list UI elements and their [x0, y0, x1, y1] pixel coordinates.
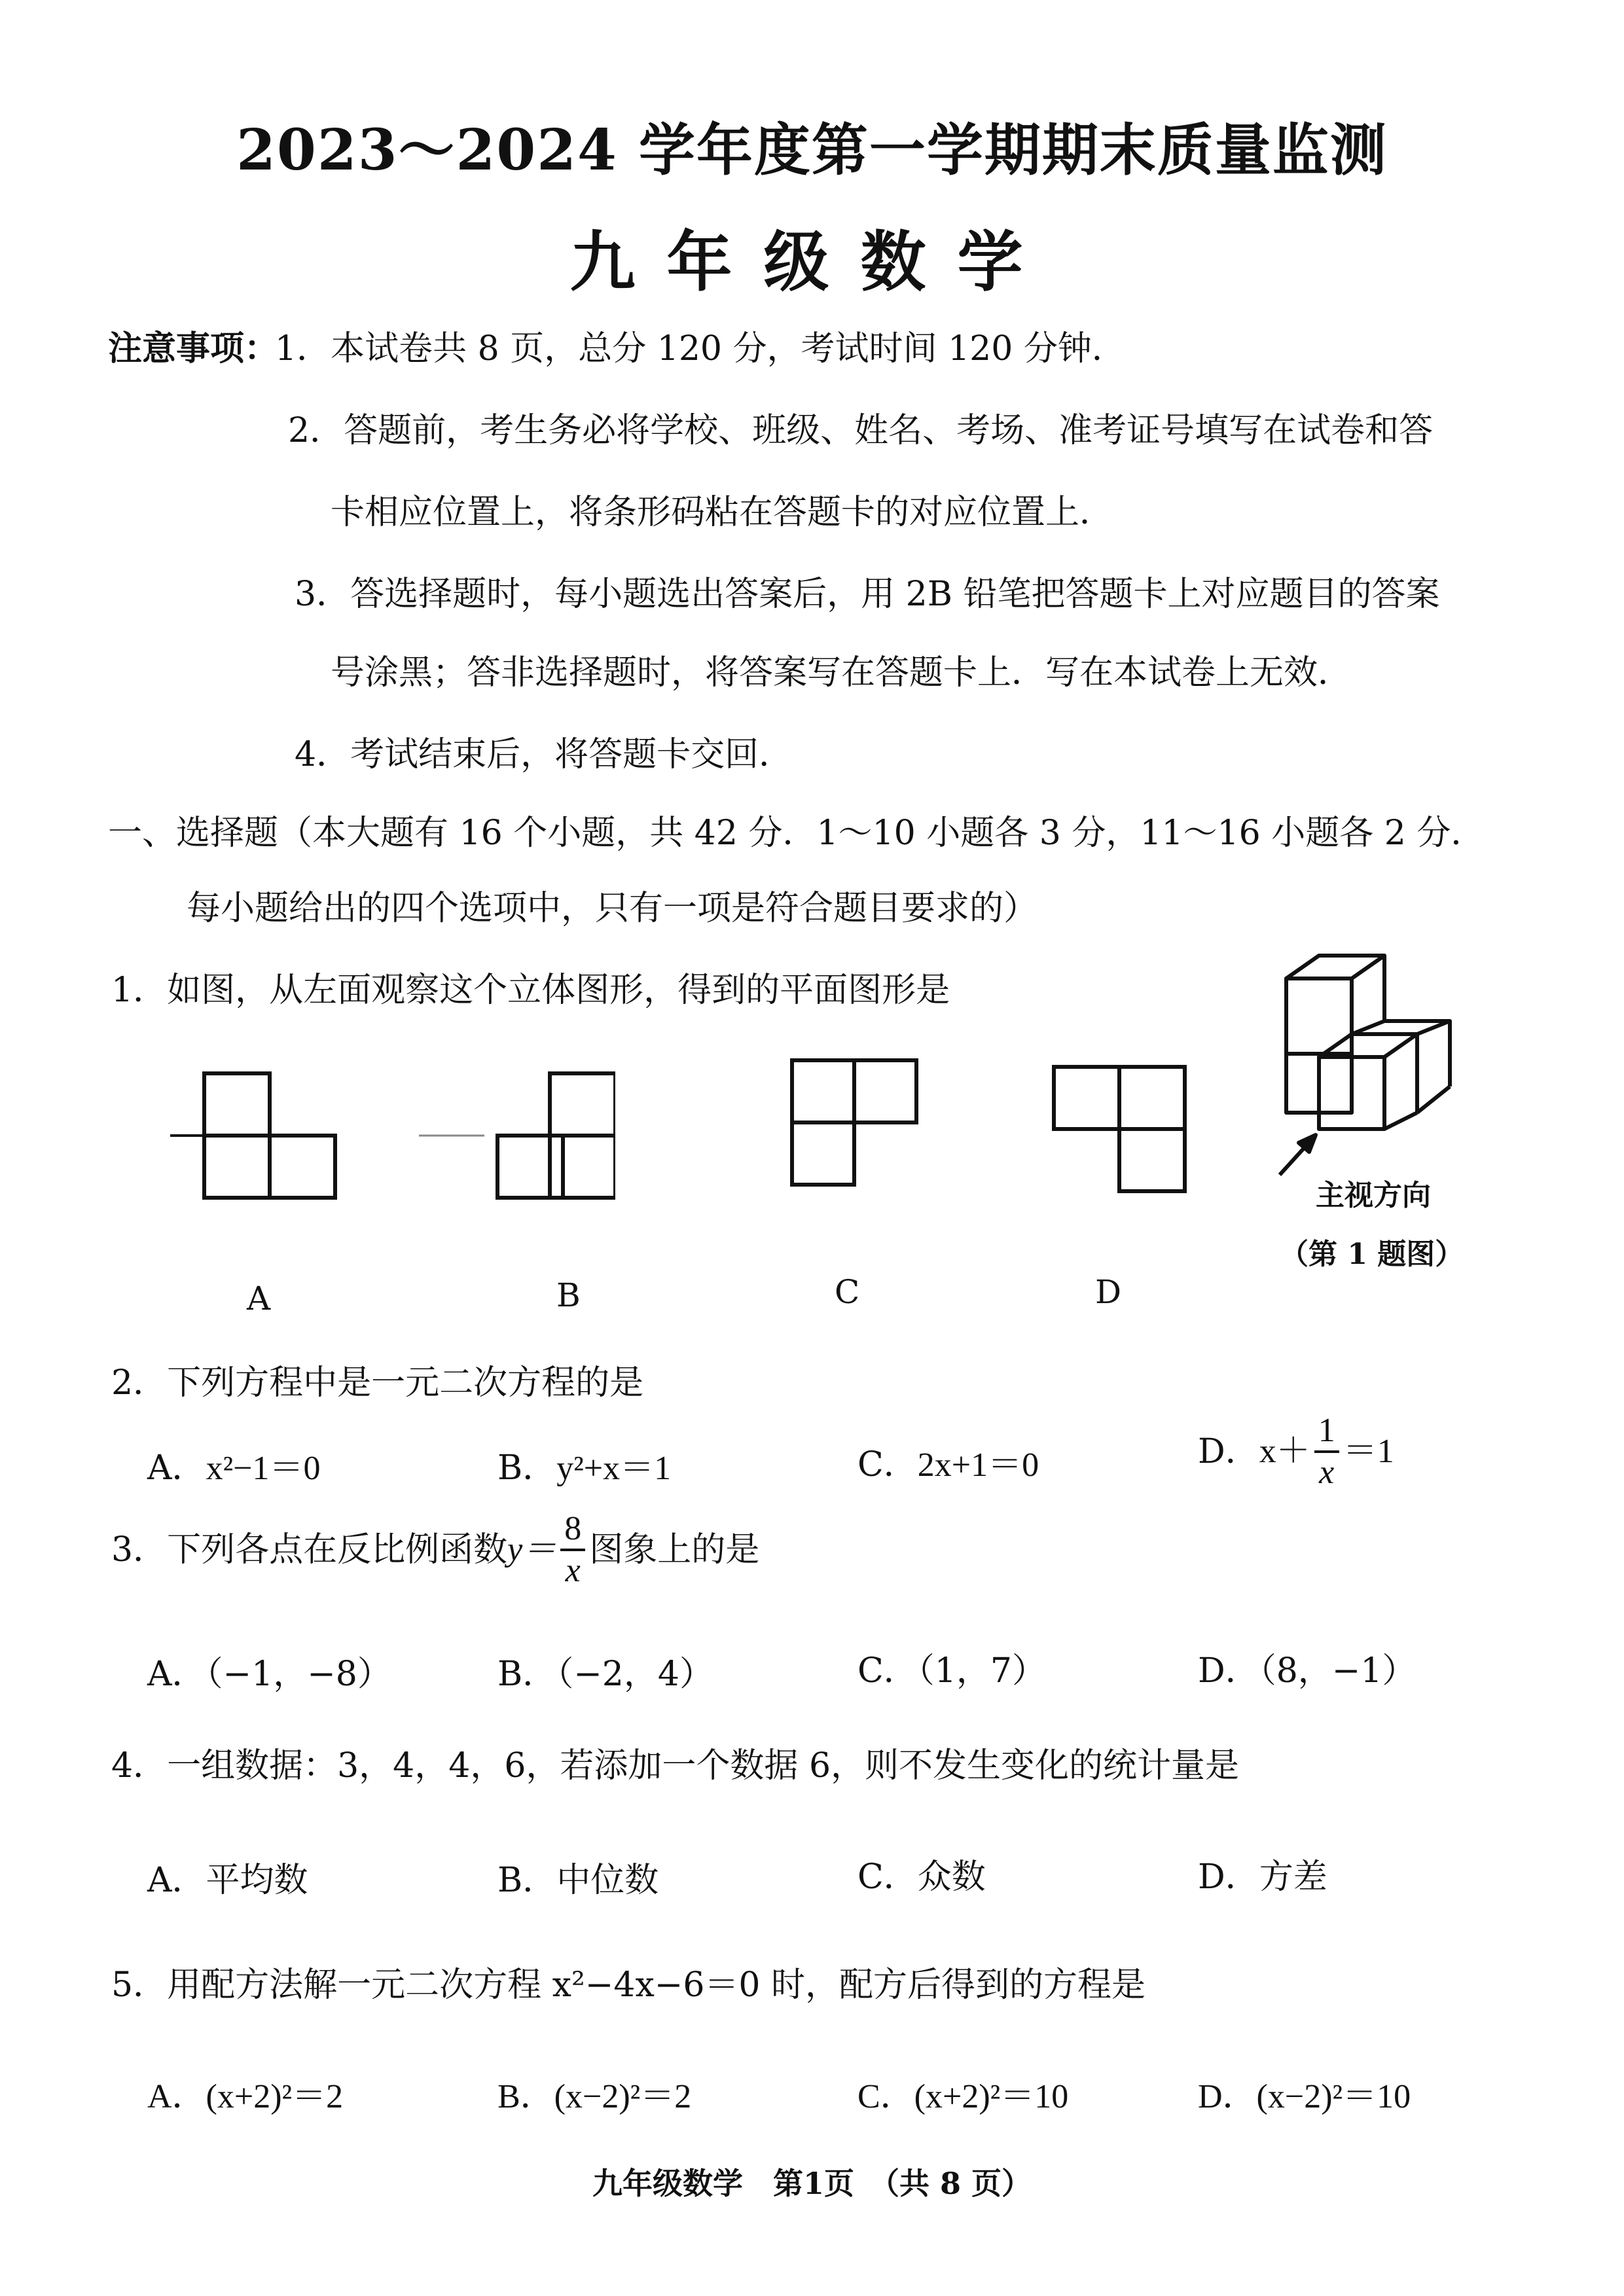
q3-option-c: C．（1，7）: [857, 1651, 1046, 1691]
q2-option-c: [857, 1437, 1039, 1486]
q1-solid-figure: [1257, 949, 1479, 1185]
note-item: 4．考试结束后，将答题卡交回．: [295, 735, 793, 774]
q1-option-b-label: B: [556, 1276, 581, 1314]
q3-option-d: D．（8，−1）: [1198, 1651, 1416, 1691]
q5-option-b: B．(x−2)²＝2: [497, 2078, 692, 2115]
q3-function-denominator: x: [565, 1552, 581, 1589]
notes-label: 注意事项：: [108, 329, 279, 368]
q1-option-c-label: C: [835, 1273, 860, 1311]
subject-title: 九年级数学: [569, 223, 1055, 300]
section-heading-cont: 每小题给出的四个选项中，只有一项是符合题目要求的）: [187, 889, 1038, 928]
note-item: 2．答题前，考生务必将学校、班级、姓名、考场、准考证号填写在试卷和答: [288, 411, 1434, 450]
note-item: 3．答选择题时，每小题选出答案后，用 2B 铅笔把答题卡上对应题目的答案: [295, 575, 1440, 614]
q2-option-d-label: D．: [1198, 1432, 1259, 1471]
q2-option-b-expr: y²+x＝1: [556, 1450, 672, 1487]
q2-option-c-label: C．: [857, 1445, 918, 1484]
q2-option-d-numerator: 1: [1314, 1414, 1339, 1453]
q3-option-a: A．（−1，−8）: [147, 1655, 391, 1694]
q2-option-d-post: ＝1: [1343, 1433, 1394, 1470]
q1-option-a-figure: [164, 1060, 347, 1204]
q3-stem-pre: 3．下列各点在反比例函数: [111, 1530, 508, 1570]
q2-option-b-label: B．: [497, 1448, 557, 1488]
q4-option-d: D．方差: [1198, 1857, 1327, 1897]
q2-option-d-fraction: [1314, 1414, 1339, 1490]
q1-option-b-figure: [419, 1060, 615, 1204]
q2-option-d-pre: x＋: [1259, 1433, 1310, 1470]
q1-option-d-figure: [1047, 1060, 1191, 1204]
q3-function-lhs: y＝: [507, 1531, 557, 1568]
q2-option-c-expr: 2x+1＝0: [917, 1446, 1039, 1484]
q1-view-direction-label: 主视方向: [1316, 1179, 1431, 1212]
q2-option-d: [1198, 1414, 1394, 1490]
q4-option-b: B．中位数: [497, 1861, 659, 1900]
q5-stem: 5．用配方法解一元二次方程 x²−4x−6＝0 时，配方后得到的方程是: [111, 1965, 1146, 2005]
q4-stem: 4．一组数据：3，4，4，6，若添加一个数据 6，则不发生变化的统计量是: [111, 1746, 1240, 1785]
q4-option-c: C．众数: [857, 1857, 986, 1897]
q3-function-numerator: 8: [560, 1512, 585, 1551]
q3-option-b: B．（−2，4）: [497, 1655, 713, 1694]
q2-option-a: [147, 1440, 320, 1489]
exam-title: 2023～2024 学年度第一学期期末质量监测: [236, 117, 1388, 183]
q2-option-d-denominator: x: [1319, 1454, 1335, 1491]
q1-figure-caption: （第 1 题图）: [1280, 1238, 1464, 1271]
q2-option-a-expr: x²−1＝0: [206, 1450, 321, 1487]
q3-function-fraction: [560, 1512, 585, 1588]
q2-option-a-label: A．: [147, 1448, 206, 1488]
section-heading: 一、选择题（本大题有 16 个小题，共 42 分．1～10 小题各 3 分，11～16 小题各 2 分．: [108, 814, 1485, 853]
q2-option-b: [497, 1440, 671, 1489]
q2-stem: 2．下列方程中是一元二次方程的是: [111, 1363, 644, 1403]
page-footer: 九年级数学 第1页 （共 8 页）: [592, 2166, 1032, 2201]
q5-option-d: D．(x−2)²＝10: [1198, 2078, 1411, 2115]
note-item: 1．本试卷共 8 页，总分 120 分，考试时间 120 分钟．: [275, 329, 1126, 368]
q5-option-a: A．(x+2)²＝2: [147, 2078, 344, 2115]
note-item: 号涂黑；答非选择题时，将答案写在答题卡上．写在本试卷上无效．: [331, 653, 1352, 692]
q1-option-c-figure: [785, 1054, 929, 1198]
q3-stem-post: 图象上的是: [589, 1530, 760, 1570]
q1-stem: 1．如图，从左面观察这个立体图形，得到的平面图形是: [111, 971, 950, 1010]
q1-option-d-label: D: [1095, 1273, 1122, 1311]
q3-stem: [111, 1512, 759, 1588]
q4-option-a: A．平均数: [147, 1861, 308, 1900]
note-item: 卡相应位置上，将条形码粘在答题卡的对应位置上．: [331, 493, 1114, 532]
q5-option-c: C．(x+2)²＝10: [857, 2078, 1069, 2115]
q1-option-a-label: A: [247, 1280, 271, 1318]
